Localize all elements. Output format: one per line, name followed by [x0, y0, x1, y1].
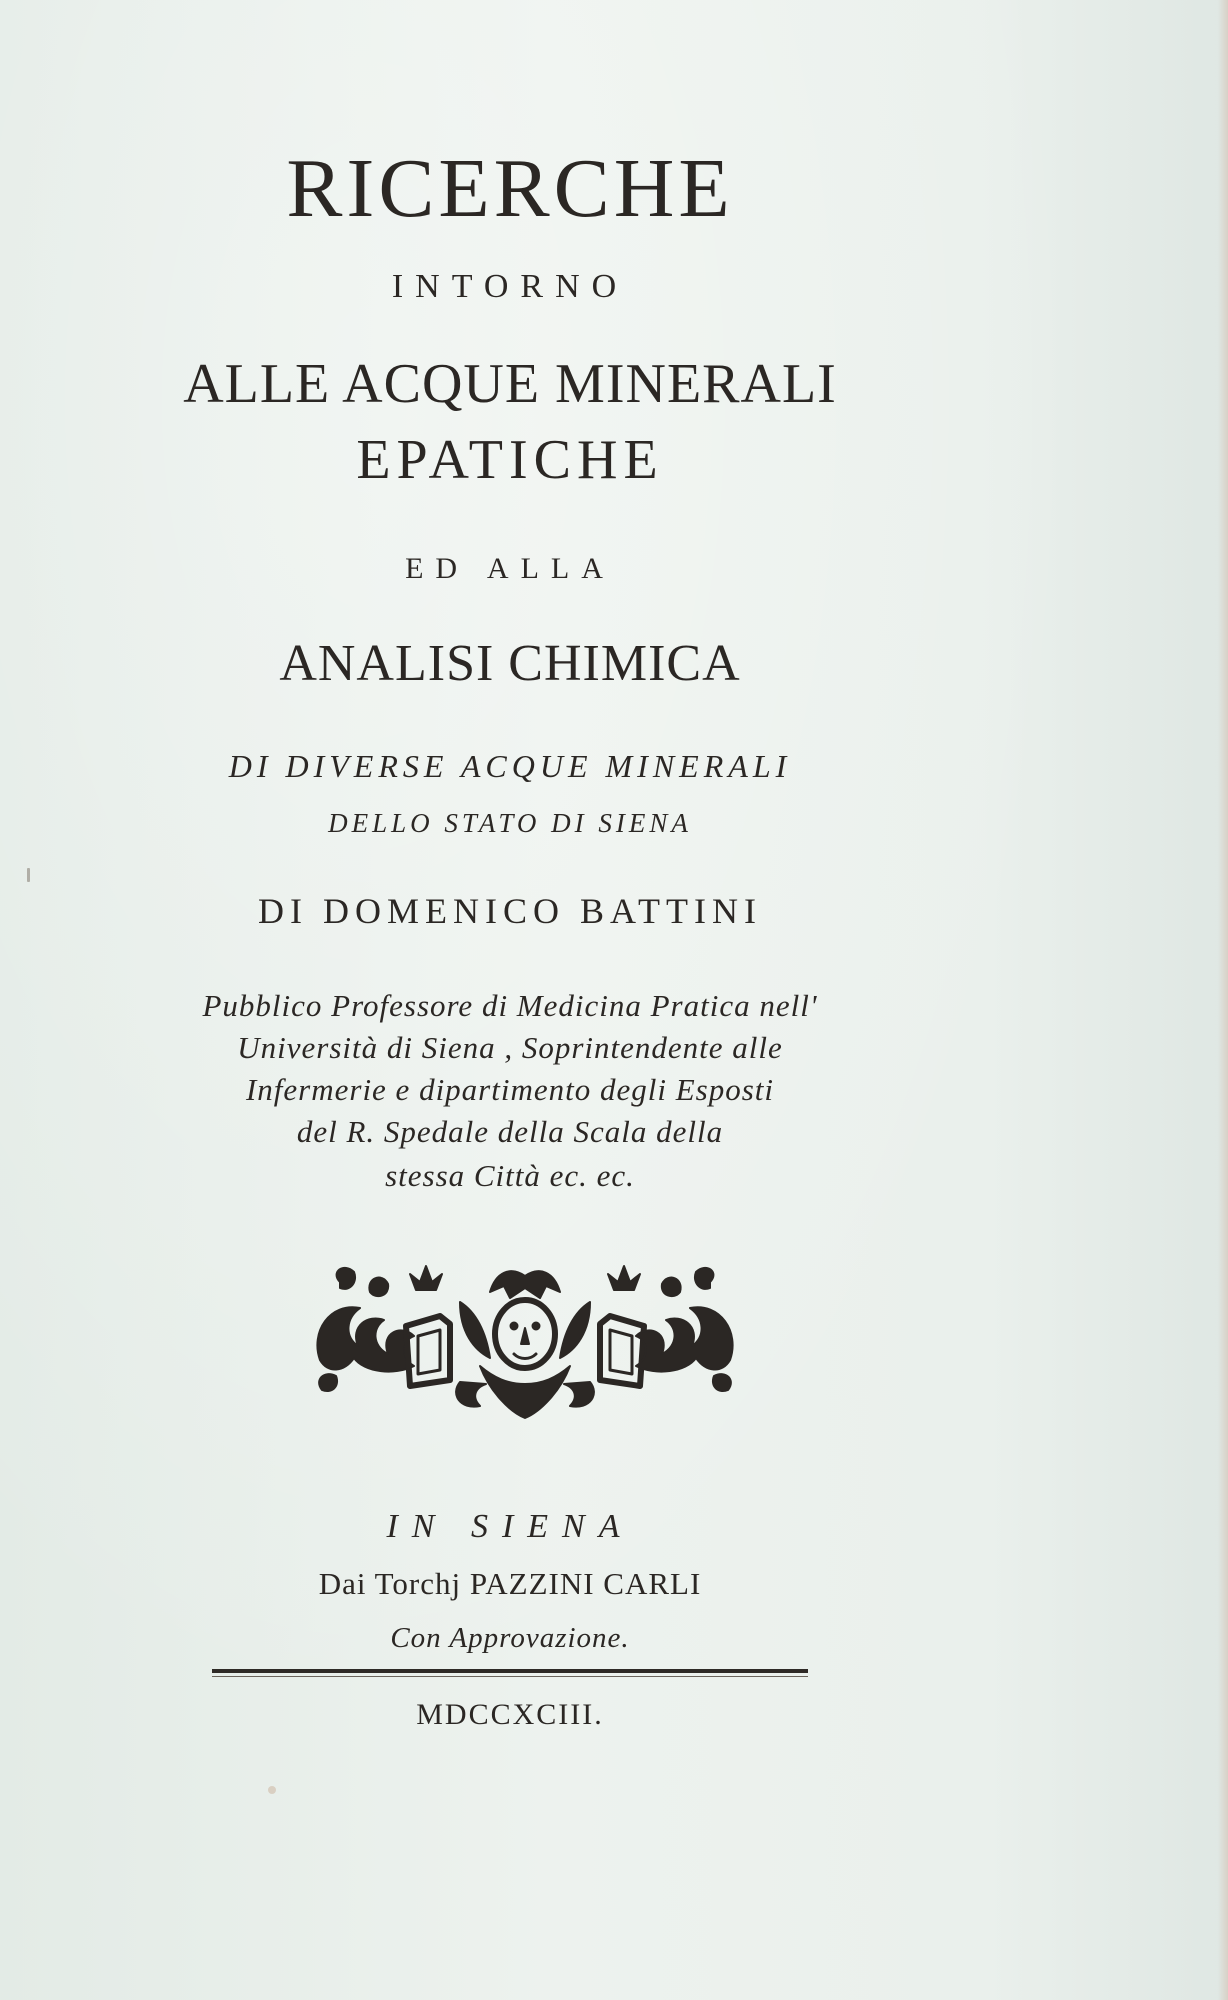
horizontal-rule: [212, 1669, 808, 1673]
page-edge: [1218, 0, 1228, 2000]
author-description-line: Pubblico Professore di Medicina Pratica nell': [202, 988, 818, 1023]
foxing-spot: [27, 868, 30, 882]
analisi-heading: ANALISI CHIMICA: [279, 635, 741, 692]
dello-stato-line: DELLO STATO DI SIENA: [328, 808, 692, 838]
conjunction-ed-alla: ED ALLA: [405, 552, 615, 585]
publication-year: MDCCXCIII.: [416, 1698, 604, 1731]
foxing-spot: [268, 1786, 276, 1794]
author-description-line: del R. Spedale della Scala della: [296, 1114, 724, 1149]
imprint-approval: Con Approvazione.: [390, 1622, 630, 1654]
author-line: DI DOMENICO BATTINI: [258, 891, 762, 931]
author-description-line: stessa Città ec. ec.: [385, 1158, 635, 1193]
subject-line-1: ALLE ACQUE MINERALI: [183, 353, 837, 415]
subject-line-2: EPATICHE: [356, 429, 664, 491]
book-title: RICERCHE: [286, 142, 734, 235]
printers-ornament-mask-icon: [310, 1262, 740, 1420]
subtitle-intorno: INTORNO: [391, 268, 629, 305]
author-description-line: Infermerie e dipartimento degli Esposti: [245, 1072, 775, 1107]
imprint-printer: Dai Torchj PAZZINI CARLI: [318, 1566, 702, 1601]
di-diverse-line: DI DIVERSE ACQUE MINERALI: [228, 748, 792, 784]
imprint-place: IN SIENA: [386, 1508, 634, 1545]
author-description-line: Università di Siena , Soprintendente alle: [237, 1030, 783, 1065]
horizontal-rule-thin: [212, 1676, 808, 1677]
